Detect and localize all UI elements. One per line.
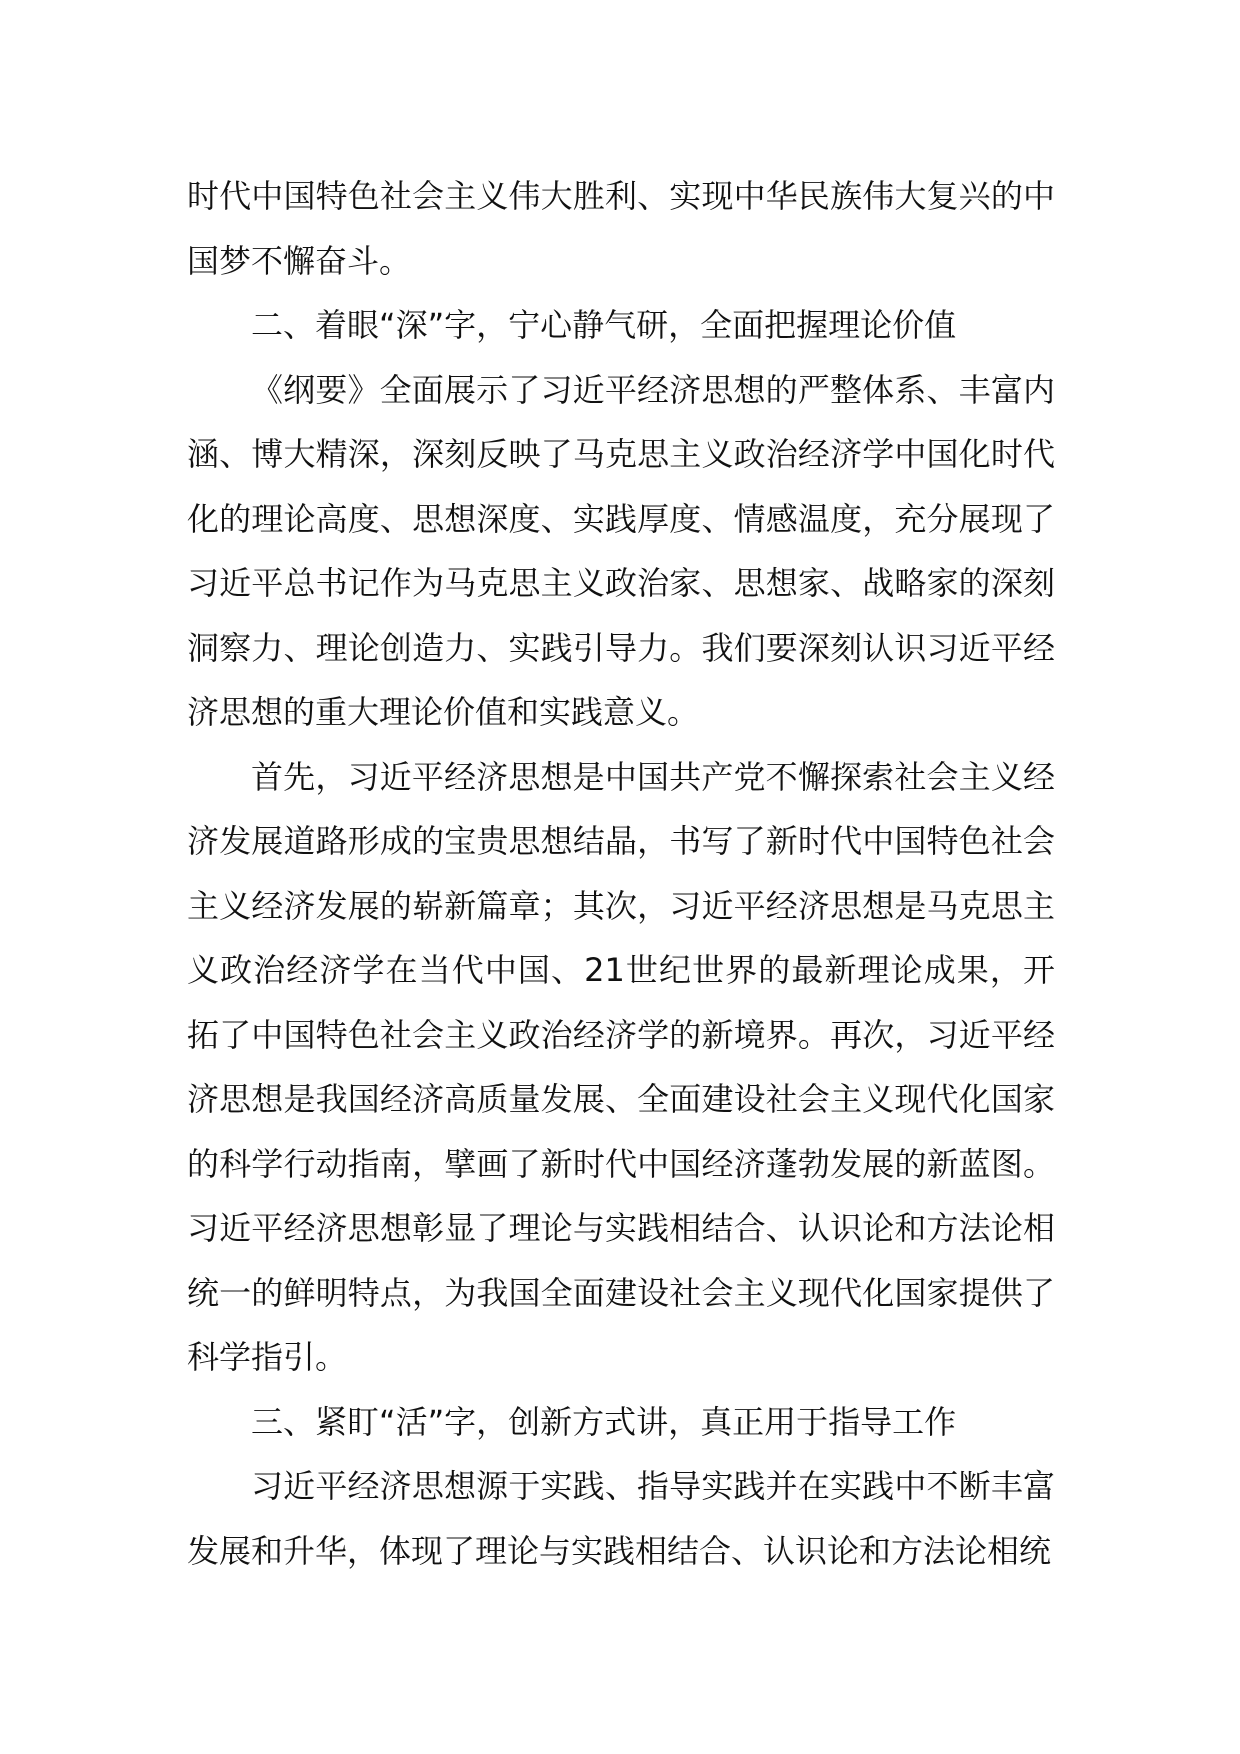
paragraph-practice: 习近平经济思想源于实践、指导实践并在实践中不断丰富发展和升华，体现了理论与实践相结合、认识论和方法论相统 [187, 1467, 1055, 1570]
section-heading-3: 三、紧盯“活”字，创新方式讲，真正用于指导工作 [251, 1402, 957, 1441]
paragraph-outline: 《纲要》全面展示了习近平经济思想的严整体系、丰富内涵、博大精深，深刻反映了马克思主义政治经济学中国化时代化的理论高度、思想深度、实践厚度、情感温度，充分展现了习近平总书记作为马克思主义政治家、思想家、战略家的深刻洞察力、理论创造力、实践引导力。我们要深刻认识习近平经济思想的重大理论价值和实践意义。 [187, 370, 1055, 731]
paragraph-firstly: 首先，习近平经济思想是中国共产党不懈探索社会主义经济发展道路形成的宝贵思想结晶，书写了新时代中国特色社会主义经济发展的崭新篇章；其次，习近平经济思想是马克思主义政治经济学在当代中国、21世纪世界的最新理论成果，开拓了中国特色社会主义政治经济学的新境界。再次，习近平经济思想是我国经济高质量发展、全面建设社会主义现代化国家的科学行动指南，擘画了新时代中国经济蓬勃发展的新蓝图。习近平经济思想彰显了理论与实践相结合、认识论和方法论相统一的鲜明特点，为我国全面建设社会主义现代化国家提供了科学指引。 [187, 757, 1055, 1376]
paragraph-continuation: 时代中国特色社会主义伟大胜利、实现中华民族伟大复兴的中国梦不懈奋斗。 [187, 177, 1055, 280]
document-page [187, 164, 1055, 1583]
section-heading-2: 二、着眼“深”字，宁心静气研，全面把握理论价值 [251, 306, 957, 344]
